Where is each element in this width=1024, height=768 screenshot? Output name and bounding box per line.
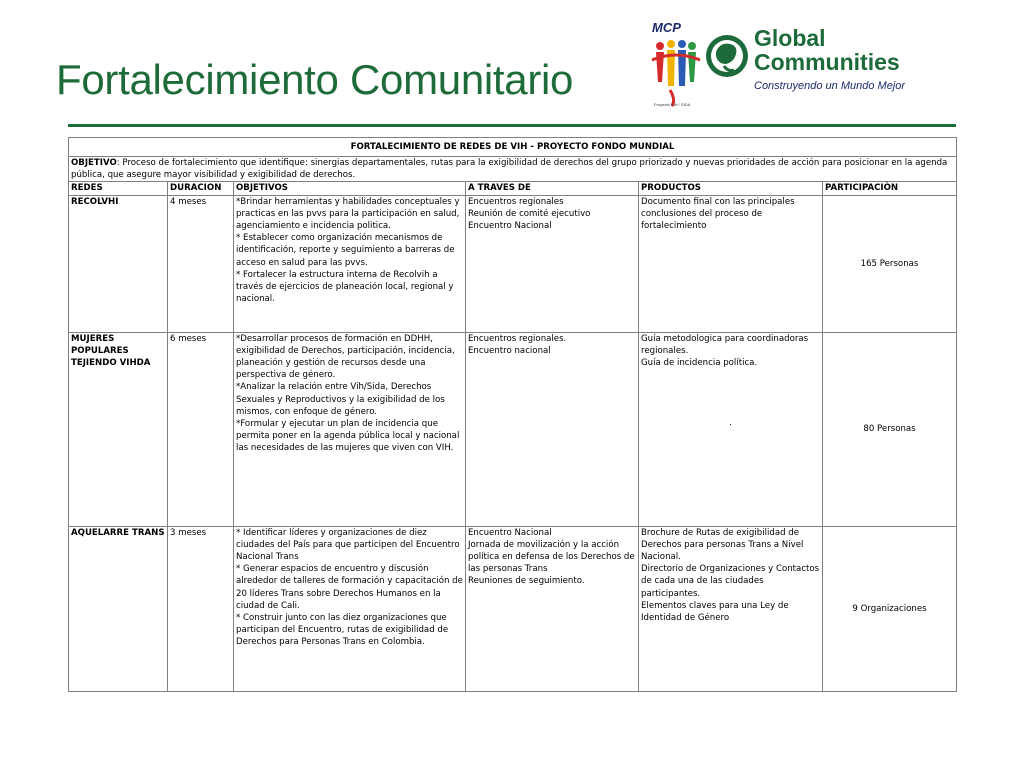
red-cell: RECOLVHI xyxy=(69,195,168,332)
objetivo-label: OBJETIVO xyxy=(71,158,117,168)
globe-icon xyxy=(704,26,750,94)
participacion-cell: 9 Organizaciones xyxy=(823,526,957,691)
productos-cell: Documento final con las principales conclusiones del proceso de fortalecimiento xyxy=(639,195,823,332)
objetivo-cell xyxy=(69,157,957,182)
participacion-cell: 80 Personas xyxy=(823,332,957,526)
title-divider xyxy=(68,124,956,127)
table-row xyxy=(69,526,957,691)
mcp-logo-name: MCP xyxy=(652,20,681,35)
objetivos-cell: *Desarrollar procesos de formación en DDHH, exigibilidad de Derechos, participación, incidencia, planeación y gestión de recursos desde una perspectiva de género. *Analizar la relación entre Vih/Sida, Derechos Sexuales y Reproductivos y la exigibilidad de los mismos, con enfoque de género. *Formular y ejecutar un plan de incidencia que permita poner en la agenda pública local y nacional las necesidades de las mujeres que viven con VIH. xyxy=(234,332,466,526)
objetivos-cell: *Brindar herramientas y habilidades conceptuales y practicas en las pvvs para la participación en salud, agenciamiento e incidencia politica. * Establecer como organización mecanismos de identificación, reporte y seguimiento a barreras de acceso en salud para las pvvs. * Fortalecer la estructura interna de Recolvih a través de ejercicios de planeación local, regional y nacional. xyxy=(234,195,466,332)
fortalecimiento-table xyxy=(68,137,957,692)
productos-text: Guía metodologica para coordinadoras regionales. Guía de incidencia política. xyxy=(641,333,809,369)
table-header-row xyxy=(69,182,957,195)
column-header: PRODUCTOS xyxy=(639,182,823,195)
objetivo-row xyxy=(69,157,957,182)
page-title: Fortalecimiento Comunitario xyxy=(56,56,574,103)
red-cell: MUJERES POPULARES TEJIENDO VIHDA xyxy=(69,332,168,526)
duracion-cell: 3 meses xyxy=(168,526,234,691)
column-header: PARTICIPACIÒN xyxy=(823,182,957,195)
mcp-logo-subtitle: Proyecto VIH / SIDA xyxy=(654,102,691,107)
people-circle-icon xyxy=(648,20,704,112)
red-cell: AQUELARRE TRANS xyxy=(69,526,168,691)
global-communities-tagline: Construyendo un Mundo Mejor xyxy=(754,80,906,92)
mcp-logo xyxy=(648,20,704,112)
table-row xyxy=(69,195,957,332)
productos-cell xyxy=(639,332,823,526)
duracion-cell: 6 meses xyxy=(168,332,234,526)
global-communities-name-line1: Global xyxy=(754,25,826,51)
duracion-cell: 4 meses xyxy=(168,195,234,332)
productos-mark: . xyxy=(729,418,732,429)
global-communities-logo-name xyxy=(754,26,900,74)
a-traves-de-cell: Encuentros regionales Reunión de comité ejecutivo Encuentro Nacional xyxy=(466,195,639,332)
a-traves-de-cell: Encuentros regionales. Encuentro nacional xyxy=(466,332,639,526)
a-traves-de-cell: Encuentro Nacional Jornada de movilización y la acción política en defensa de los Derechos de las personas Trans Reuniones de seguimiento. xyxy=(466,526,639,691)
column-header: A TRAVES DE xyxy=(466,182,639,195)
table-row xyxy=(69,332,957,526)
participacion-cell: 165 Personas xyxy=(823,195,957,332)
column-header: OBJETIVOS xyxy=(234,182,466,195)
objetivo-text: : Proceso de fortalecimiento que identifique: sinergias departamentales, rutas para la exigibilidad de derechos del grupo priorizado y nuevas prioridades de acción para posicionar en la agenda pública, que asegure mayor visibilidad y exigibilidad de derechos. xyxy=(71,158,948,181)
column-header: REDES xyxy=(69,182,168,195)
objetivos-cell: * Identificar líderes y organizaciones de diez ciudades del País para que participen del Encuentro Nacional Trans * Generar espacios de encuentro y discusión alrededor de talleres de formación y capacitación de 20 líderes Trans sobre Derechos Humanos en la ciudad de Cali. * Construir junto con las diez organizaciones que participan del Encuentro, rutas de exigibilidad de Derechos para Personas Trans en Colombia. xyxy=(234,526,466,691)
table-title: FORTALECIMIENTO DE REDES DE VIH - PROYECTO FONDO MUNDIAL xyxy=(69,138,957,157)
global-communities-name-line2: Communities xyxy=(754,49,900,75)
table-title-row xyxy=(69,138,957,157)
column-header: DURACION xyxy=(168,182,234,195)
productos-cell: Brochure de Rutas de exigibilidad de Derechos para personas Trans a Nivel Nacional. Directorio de Organizaciones y Contactos de cada una de las ciudades participantes. Elementos claves para una Ley de Identidad de Género xyxy=(639,526,823,691)
